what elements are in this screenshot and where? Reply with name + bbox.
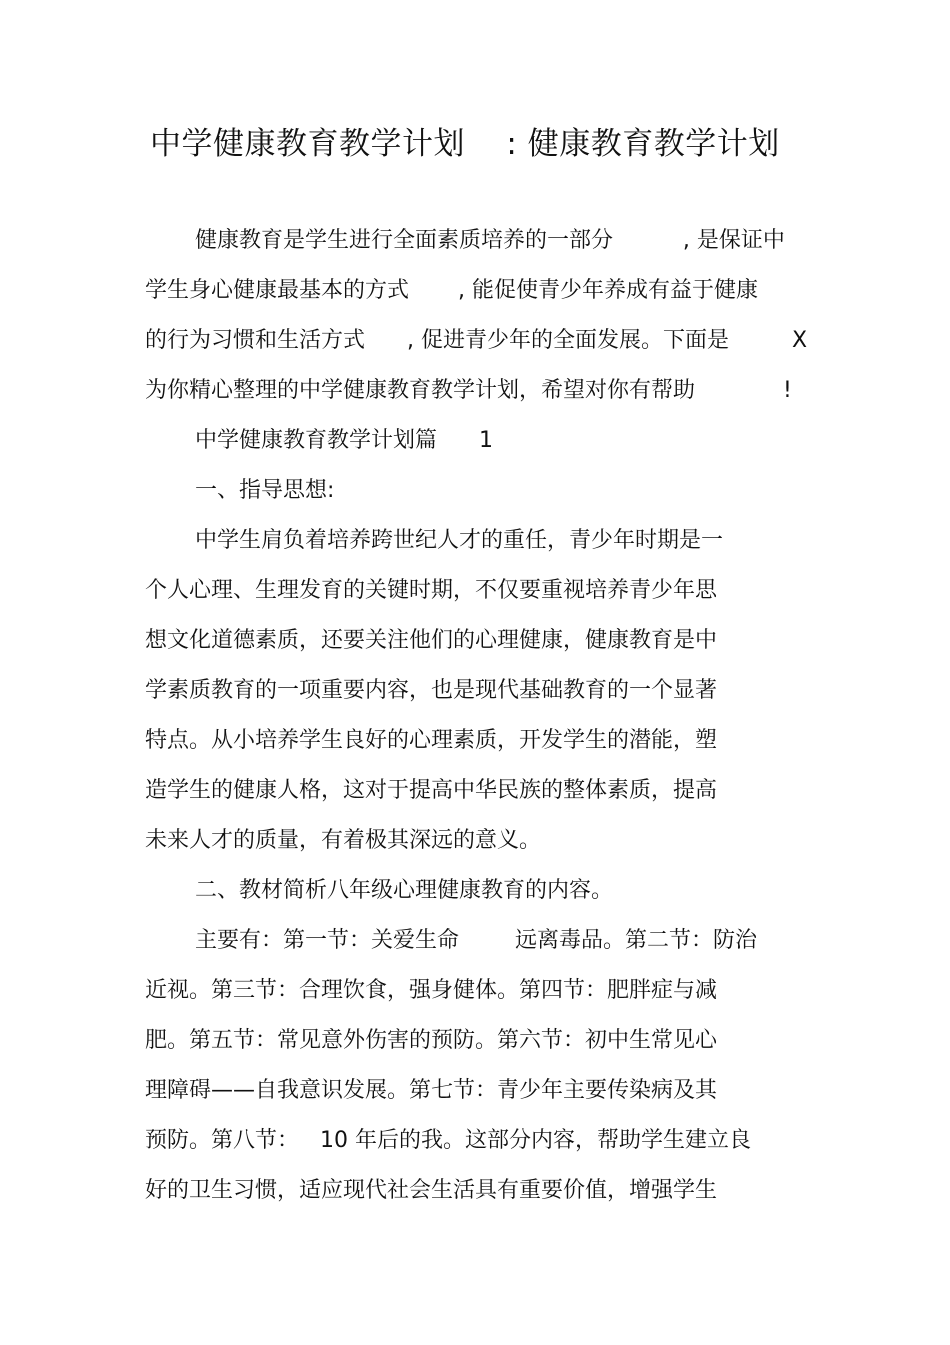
paragraph-line: 中学生肩负着培养跨世纪人才的重任，青少年时期是一	[195, 528, 724, 553]
paragraph-line: 健康教育是学生进行全面素质培养的一部分 , 是保证中	[195, 228, 785, 253]
paragraph-line: 造学生的健康人格，这对于提高中华民族的整体素质，提高	[145, 778, 718, 803]
paragraph-line: 肥。第五节：常见意外伤害的预防。第六节：初中生常见心	[145, 1028, 718, 1053]
paragraph-line: X	[792, 328, 808, 353]
paragraph-line: 个人心理、生理发育的关键时期，不仅要重视培养青少年思	[145, 578, 718, 603]
paragraph-line: 主要有：第一节：关爱生命 远离毒品。第二节：防治	[195, 928, 757, 953]
paragraph-line: 未来人才的质量，有着极其深远的意义。	[145, 828, 542, 853]
section-heading: 二、教材简析八年级心理健康教育的内容。	[195, 878, 614, 903]
paragraph-line: 预防。第八节： 10 年后的我。这部分内容，帮助学生建立良	[145, 1128, 751, 1153]
paragraph-line: 学素质教育的一项重要内容，也是现代基础教育的一个显著	[145, 678, 718, 703]
paragraph-line: 近视。第三节：合理饮食，强身健体。第四节：肥胖症与减	[145, 978, 718, 1003]
section-heading: 一、指导思想:	[195, 478, 335, 503]
document-title: 中学健康教育教学计划 : 健康教育教学计划	[150, 126, 780, 162]
paragraph-line: 好的卫生习惯，适应现代社会生活具有重要价值，增强学生	[145, 1178, 718, 1203]
section-heading: 中学健康教育教学计划篇 1	[195, 428, 493, 453]
paragraph-line: !	[783, 378, 792, 403]
paragraph-line: 的行为习惯和生活方式 , 促进青少年的全面发展。下面是	[145, 328, 729, 353]
paragraph-line: 学生身心健康最基本的方式 , 能促使青少年养成有益于健康	[145, 278, 758, 303]
paragraph-line: 为你精心整理的中学健康教育教学计划，希望对你有帮助	[145, 378, 696, 403]
paragraph-line: 想文化道德素质，还要关注他们的心理健康，健康教育是中	[145, 628, 718, 653]
paragraph-line: 理障碍——自我意识发展。第七节：青少年主要传染病及其	[145, 1078, 718, 1103]
paragraph-line: 特点。从小培养学生良好的心理素质，开发学生的潜能，塑	[145, 728, 718, 753]
